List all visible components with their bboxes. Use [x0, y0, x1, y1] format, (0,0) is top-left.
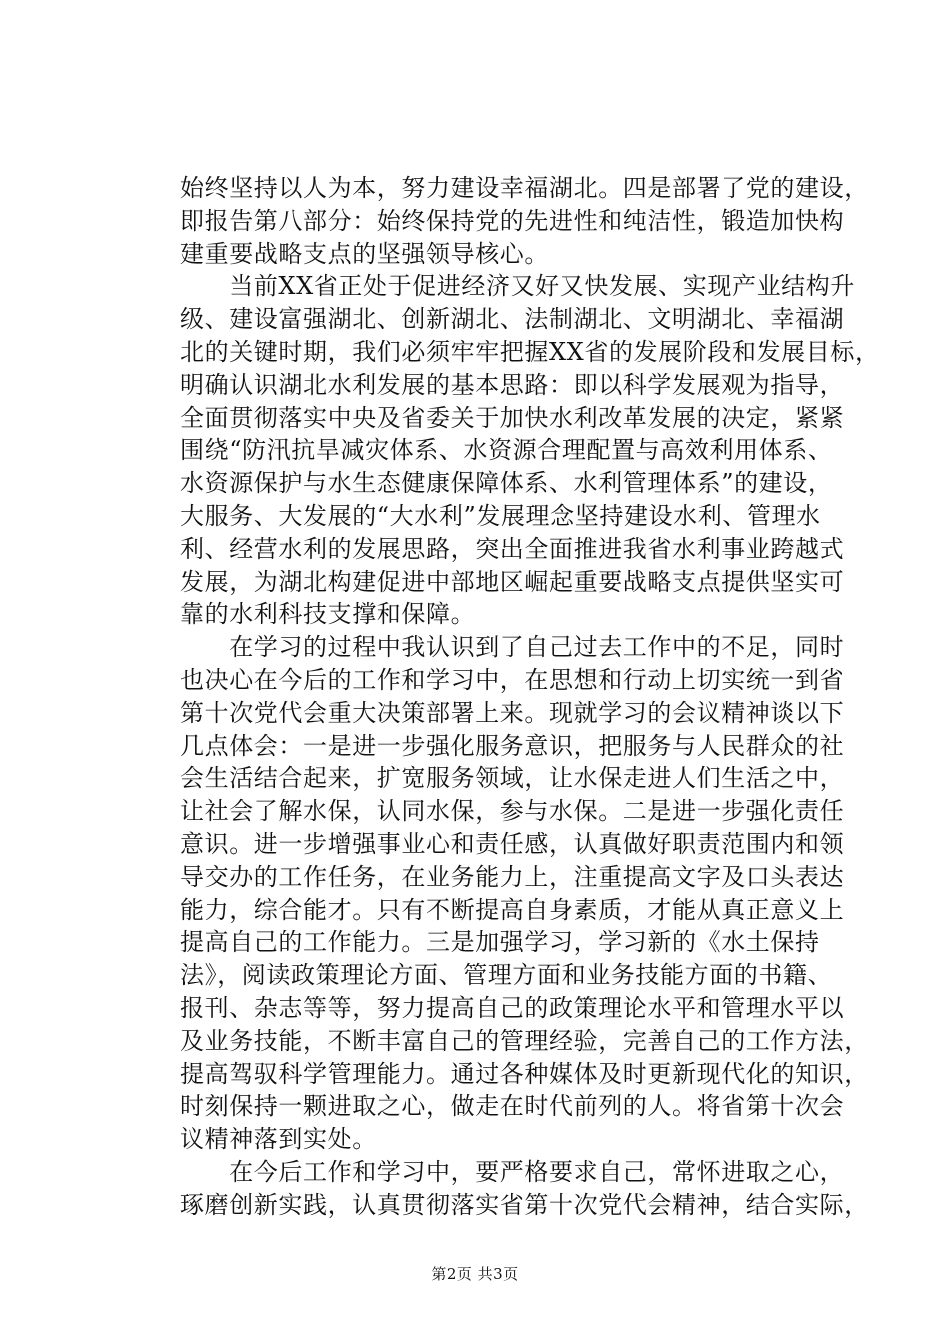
text-line: 提高驾驭科学管理能力。通过各种媒体及时更新现代化的知识， — [180, 1059, 869, 1088]
page-number-footer: 第2页 共3页 — [431, 1265, 519, 1283]
text-line: 导交办的工作任务，在业务能力上，注重提高文字及口头表达 — [180, 862, 845, 891]
text-line: 即报告第八部分：始终保持党的先进性和纯洁性，锻造加快构 — [180, 206, 845, 235]
text-line: 靠的水利科技支撑和保障。 — [180, 600, 476, 629]
text-line: 建重要战略支点的坚强领导核心。 — [180, 239, 549, 268]
text-line: 议精神落到实处。 — [180, 1125, 377, 1154]
text-line: 法》，阅读政策理论方面、管理方面和业务技能方面的书籍、 — [180, 961, 833, 990]
text-line: 全面贯彻落实中央及省委关于加快水利改革发展的决定，紧紧 — [180, 403, 845, 432]
text-line: 琢磨创新实践，认真贯彻落实省第十次党代会精神，结合实际， — [180, 1190, 869, 1219]
text-line: 及业务技能，不断丰富自己的管理经验，完善自己的工作方法， — [180, 1026, 869, 1055]
text-line: 在今后工作和学习中，要严格要求自己，常怀进取之心， — [180, 1157, 845, 1186]
document-body — [180, 172, 880, 1222]
text-line: 水资源保护与水生态健康保障体系、水利管理体系”的建设， — [180, 469, 833, 498]
text-line: 大服务、大发展的“大水利”发展理念坚持建设水利、管理水 — [180, 501, 821, 530]
text-line: 提高自己的工作能力。三是加强学习，学习新的《水土保持 — [180, 928, 820, 957]
text-line: 级、建设富强湖北、创新湖北、法制湖北、文明湖北、幸福湖 — [180, 305, 845, 334]
text-line: 明确认识湖北水利发展的基本思路：即以科学发展观为指导， — [180, 370, 845, 399]
text-line: 几点体会：一是进一步强化服务意识，把服务与人民群众的社 — [180, 731, 845, 760]
text-line: 时刻保持一颗进取之心，做走在时代前列的人。将省第十次会 — [180, 1092, 845, 1121]
text-line: 在学习的过程中我认识到了自己过去工作中的不足，同时 — [180, 633, 845, 662]
text-line: 报刊、杂志等等，努力提高自己的政策理论水平和管理水平以 — [180, 993, 845, 1022]
text-line: 利、经营水利的发展思路，突出全面推进我省水利事业跨越式 — [180, 534, 845, 563]
text-line: 当前XX省正处于促进经济又好又快发展、实现产业结构升 — [180, 272, 855, 301]
text-line: 北的关键时期，我们必须牢牢把握XX省的发展阶段和发展目标， — [180, 337, 880, 366]
text-line: 发展，为湖北构建促进中部地区崛起重要战略支点提供坚实可 — [180, 567, 845, 596]
text-line: 会生活结合起来，扩宽服务领域，让水保走进人们生活之中， — [180, 764, 845, 793]
text-line: 也决心在今后的工作和学习中，在思想和行动上切实统一到省 — [180, 665, 845, 694]
text-line: 第十次党代会重大决策部署上来。现就学习的会议精神谈以下 — [180, 698, 845, 727]
text-line: 始终坚持以人为本，努力建设幸福湖北。四是部署了党的建设， — [180, 174, 869, 202]
text-line: 意识。进一步增强事业心和责任感，认真做好职责范围内和领 — [180, 829, 845, 858]
text-line: 能力，综合能才。只有不断提高自身素质，才能从真正意义上 — [180, 895, 845, 924]
text-line: 围绕“防汛抗旱减灾体系、水资源合理配置与高效利用体系、 — [180, 436, 833, 465]
text-line: 让社会了解水保，认同水保，参与水保。二是进一步强化责任 — [180, 797, 845, 826]
